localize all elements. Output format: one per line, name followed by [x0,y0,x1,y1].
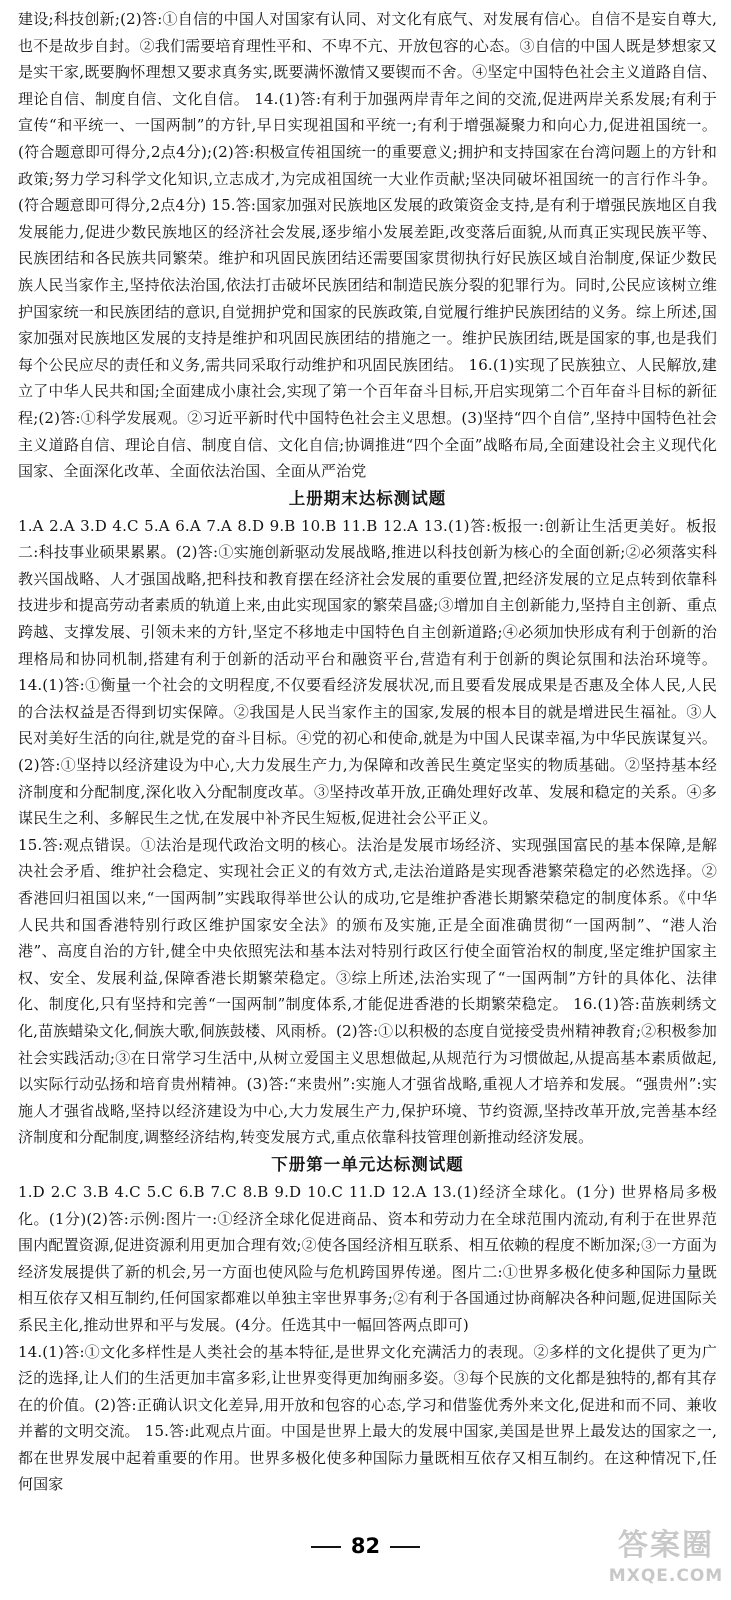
section-title-unit1: 下册第一单元达标测试题 [271,1154,464,1174]
watermark-logo [607,1516,725,1590]
page-number-value: 82 [350,1534,381,1558]
answer-block-midterm-2: 15.答:观点错误。①法治是现代政治文明的核心。法治是发展市场经济、实现强国富民的基本保障,是解决社会矛盾、维护社会稳定、实现社会正义的有效方式,走法治道路是实现香港繁荣稳定的必然选择。②香港回归祖国以来,“一国两制”实践取得举世公认的成功,它是维护香港长期繁荣稳定的制度体系。《中华人民共和国香港特别行政区维护国家安全法》的颁布及实施,正是全面准确贯彻“一国两制”、“港人治港”、高度自治的方针,健全中央依照宪法和基本法对特别行政区行使全面管治权的制度,坚定维护国家主权、安全、发展利益,保障香港长期繁荣稳定。③综上所述,法治实现了“一国两制”方针的具体化、法律化、制度化,只有坚持和完善“一国两制”制度体系,才能促进香港的长期繁荣稳定。 16.(1)答:苗族刺绣文化,苗族蜡染文化,侗族大歌,侗族鼓楼、风雨桥。(2)答:①以积极的态度自觉接受贵州精神教育;②积极参加社会实践活动;③在日常学习生活中,从树立爱国主义思想做起,从规范行为习惯做起,从提高基本素质做起,以实际行动弘扬和培育贵州精神。(3)答:“来贵州”:实施人才强省战略,重视人才培养和发展。“强贵州”:实施人才强省战略,坚持以经济建设为中心,大力发展生产力,保护环境、节约资源,坚持改革开放,完善基本经济制度和分配制度,调整经济结构,转变发展方式,重点依靠科技管理创新推动经济发展。 [18,835,717,1147]
page-number-dash-right [390,1546,420,1548]
answer-block-midterm-1: 1.A 2.A 3.D 4.C 5.A 6.A 7.A 8.D 9.B 10.B 11.B 12.A 13.(1)答:板报一:创新让生活更美好。板报二:科技事业硕果累累。(2)答:①实施创新驱动发展战略,推进以科技创新为核心的全面创新;②必须落实科教兴国战略、人才强国战略,把科技和教育摆在经济社会发展的重要位置,把经济发展的立足点转到依靠科技进步和提高劳动者素质的轨道上来,由此实现国家的繁荣昌盛;③增加自主创新能力,坚持自主创新、重点跨越、支撑发展、引领未来的方针,坚定不移地走中国特色自主创新道路;④必须加快形成有利于创新的治理格局和协同机制,搭建有利于创新的活动平台和融资平台,营造有利于创新的舆论氛围和法治环境等。 14.(1)答:①衡量一个社会的文明程度,不仅要看经济发展状况,而且要看发展成果是否惠及全体人民,人民的合法权益是否得到切实保障。②我国是人民当家作主的国家,发展的根本目的就是增进民生福祉。③人民对美好生活的向往,就是党的奋斗目标。④党的初心和使命,就是为中国人民谋幸福,为中华民族谋复兴。(2)答:①坚持以经济建设为中心,大力发展生产力,为保障和改善民生奠定坚实的物质基础。②坚持基本经济制度和分配制度,深化收入分配制度改革。③坚持改革开放,正确处理好改革、发展和稳定的关系。④多谋民生之利、多解民生之忧,在发展中补齐民生短板,促进社会公平正义。 [18,516,717,828]
answer-block-previous-test: 建设;科技创新;(2)答:①自信的中国人对国家有认同、对文化有底气、对发展有信心。自信不是妄自尊大,也不是故步自封。②我们需要培育理性平和、不卑不亢、开放包容的心态。③自信的中国人既是梦想家又是实干家,既要胸怀理想又要求真务实,既要满怀激情又要锲而不舍。④坚定中国特色社会主义道路自信、理论自信、制度自信、文化自信。 14.(1)答:有利于加强两岸青年之间的交流,促进两岸关系发展;有利于宣传“和平统一、一国两制”的方针,早日实现祖国和平统一;有利于增强凝聚力和向心力,促进祖国统一。(符合题意即可得分,2点4分);(2)答:积极宣传祖国统一的重要意义;拥护和支持国家在台湾问题上的方针和政策;努力学习科学文化知识,立志成才,为完成祖国统一大业作贡献;坚决同破坏祖国统一的言行作斗争。(符合题意即可得分,2点4分) 15.答:国家加强对民族地区发展的政策资金支持,是有利于增强民族地区自我发展能力,促进少数民族地区的经济社会发展,逐步缩小发展差距,改变落后面貌,从而真正实现民族平等、民族团结和各民族共同繁荣。维护和巩固民族团结还需要国家贯彻执行好民族区域自治制度,保证少数民族人民当家作主,坚持依法治国,依法打击破坏民族团结和制造民族分裂的犯罪行为。同时,公民应该树立维护国家统一和民族团结的意识,自觉拥护党和国家的民族政策,自觉履行维护民族团结的义务。综上所述,国家加强对民族地区发展的支持是维护和巩固民族团结的措施之一。维护民族团结,既是国家的事,也是我们每个公民应尽的责任和义务,需共同采取行动维护和巩固民族团结。 16.(1)实现了民族独立、人民解放,建立了中华人民共和国;全面建成小康社会,实现了第一个百年奋斗目标,开启实现第二个百年奋斗目标的新征程;(2)答:①科学发展观。②习近平新时代中国特色社会主义思想。(3)坚持“四个自信”,坚持中国特色社会主义道路自信、理论自信、制度自信、文化自信;协调推进“四个全面”战略布局,全面建设社会主义现代化国家、全面深化改革、全面依法治国、全面从严治党 [18,10,717,481]
answer-block-unit1-2: 14.(1)答:①文化多样性是人类社会的基本特征,是世界文化充满活力的表现。②多样的文化提供了更为广泛的选择,让人们的生活更加丰富多彩,让世界变得更加绚丽多姿。③每个民族的文化都是独特的,都有其存在的价值。(2)答:正确认识文化差异,用开放和包容的心态,学习和借鉴优秀外来文化,促进和而不同、兼收并蓄的文明交流。 15.答:此观点片面。中国是世界上最大的发展中国家,美国是世界上最发达的国家之一,都在世界发展中起着重要的作用。世界多极化使多种国际力量既相互依存又相互制约。在这种情况下,任何国家 [18,1342,717,1494]
section-title-midterm: 上册期末达标测试题 [288,488,447,508]
page-number-dash-left [311,1546,341,1548]
answer-block-unit1-1: 1.D 2.C 3.B 4.C 5.C 6.B 7.C 8.B 9.D 10.C 11.D 12.A 13.(1)经济全球化。(1分) 世界格局多极化。(1分)(2)答:示例:图片一:①经济全球化促进商品、资本和劳动力在全球范围内流动,有利于在世界范围内配置资源,促进资源利用更加合理有效;②使各国经济相互联系、相互依赖的程度不断加深;③一方面为经济发展提供了新的机会,另一方面也使风险与危机跨国界传递。图片二:①世界多极化使多种国际力量既相互依存又相互制约,任何国家都难以单独主宰世界事务;②有利于各国通过协商解决各种问题,促进国际关系民主化,推动世界和平与发展。(4分。任选其中一幅回答两点即可) [18,1182,717,1334]
watermark-url: MXQE.COM [608,1566,724,1586]
watermark-text: 答案圈 [618,1528,714,1563]
